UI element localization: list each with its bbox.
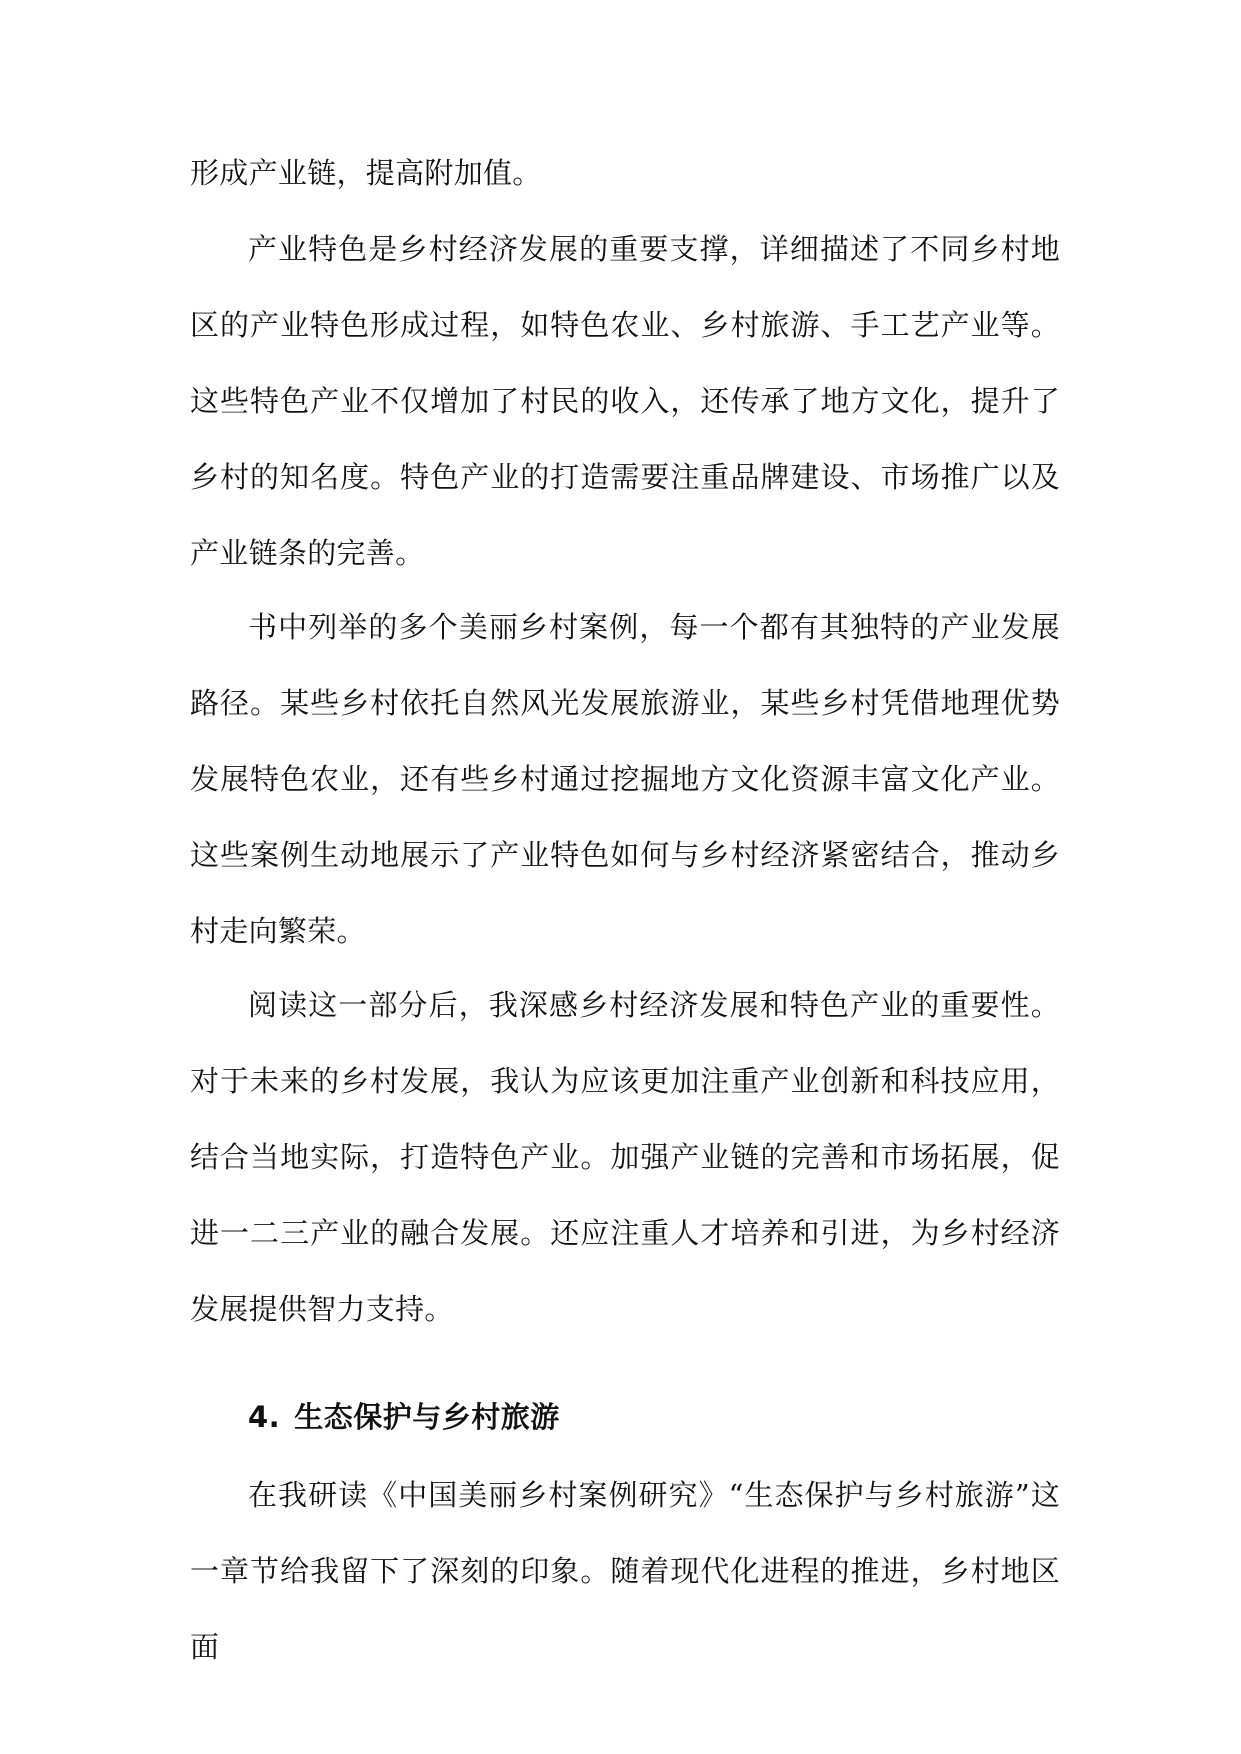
paragraph-ecology-intro: 在我研读《中国美丽乡村案例研究》“生态保护与乡村旅游”这一章节给我留下了深刻的印象。随着现代化进程的推进，乡村地区面 <box>190 1478 1060 1664</box>
section-heading <box>248 1379 560 1455</box>
section-title: 生态保护与乡村旅游 <box>294 1400 560 1434</box>
paragraph-reflection: 阅读这一部分后，我深感乡村经济发展和特色产业的重要性。对于未来的乡村发展，我认为应该更加注重产业创新和科技应用，结合当地实际，打造特色产业。加强产业链的完善和市场拓展，促进一二三产业的融合发展。还应注重人才培养和引进，为乡村经济发展提供智力支持。 <box>190 988 1060 1326</box>
paragraph-continuation: 形成产业链，提高附加值。 <box>190 156 542 190</box>
section-number: 4. <box>248 1400 281 1434</box>
paragraph-village-cases: 书中列举的多个美丽乡村案例，每一个都有其独特的产业发展路径。某些乡村依托自然风光发展旅游业，某些乡村凭借地理优势发展特色农业，还有些乡村通过挖掘地方文化资源丰富文化产业。这些案例生动地展示了产业特色如何与乡村经济紧密结合，推动乡村走向繁荣。 <box>190 610 1060 948</box>
paragraph-industry-features: 产业特色是乡村经济发展的重要支撑，详细描述了不同乡村地区的产业特色形成过程，如特色农业、乡村旅游、手工艺产业等。这些特色产业不仅增加了村民的收入，还传承了地方文化，提升了乡村的知名度。特色产业的打造需要注重品牌建设、市场推广以及产业链条的完善。 <box>190 232 1060 570</box>
